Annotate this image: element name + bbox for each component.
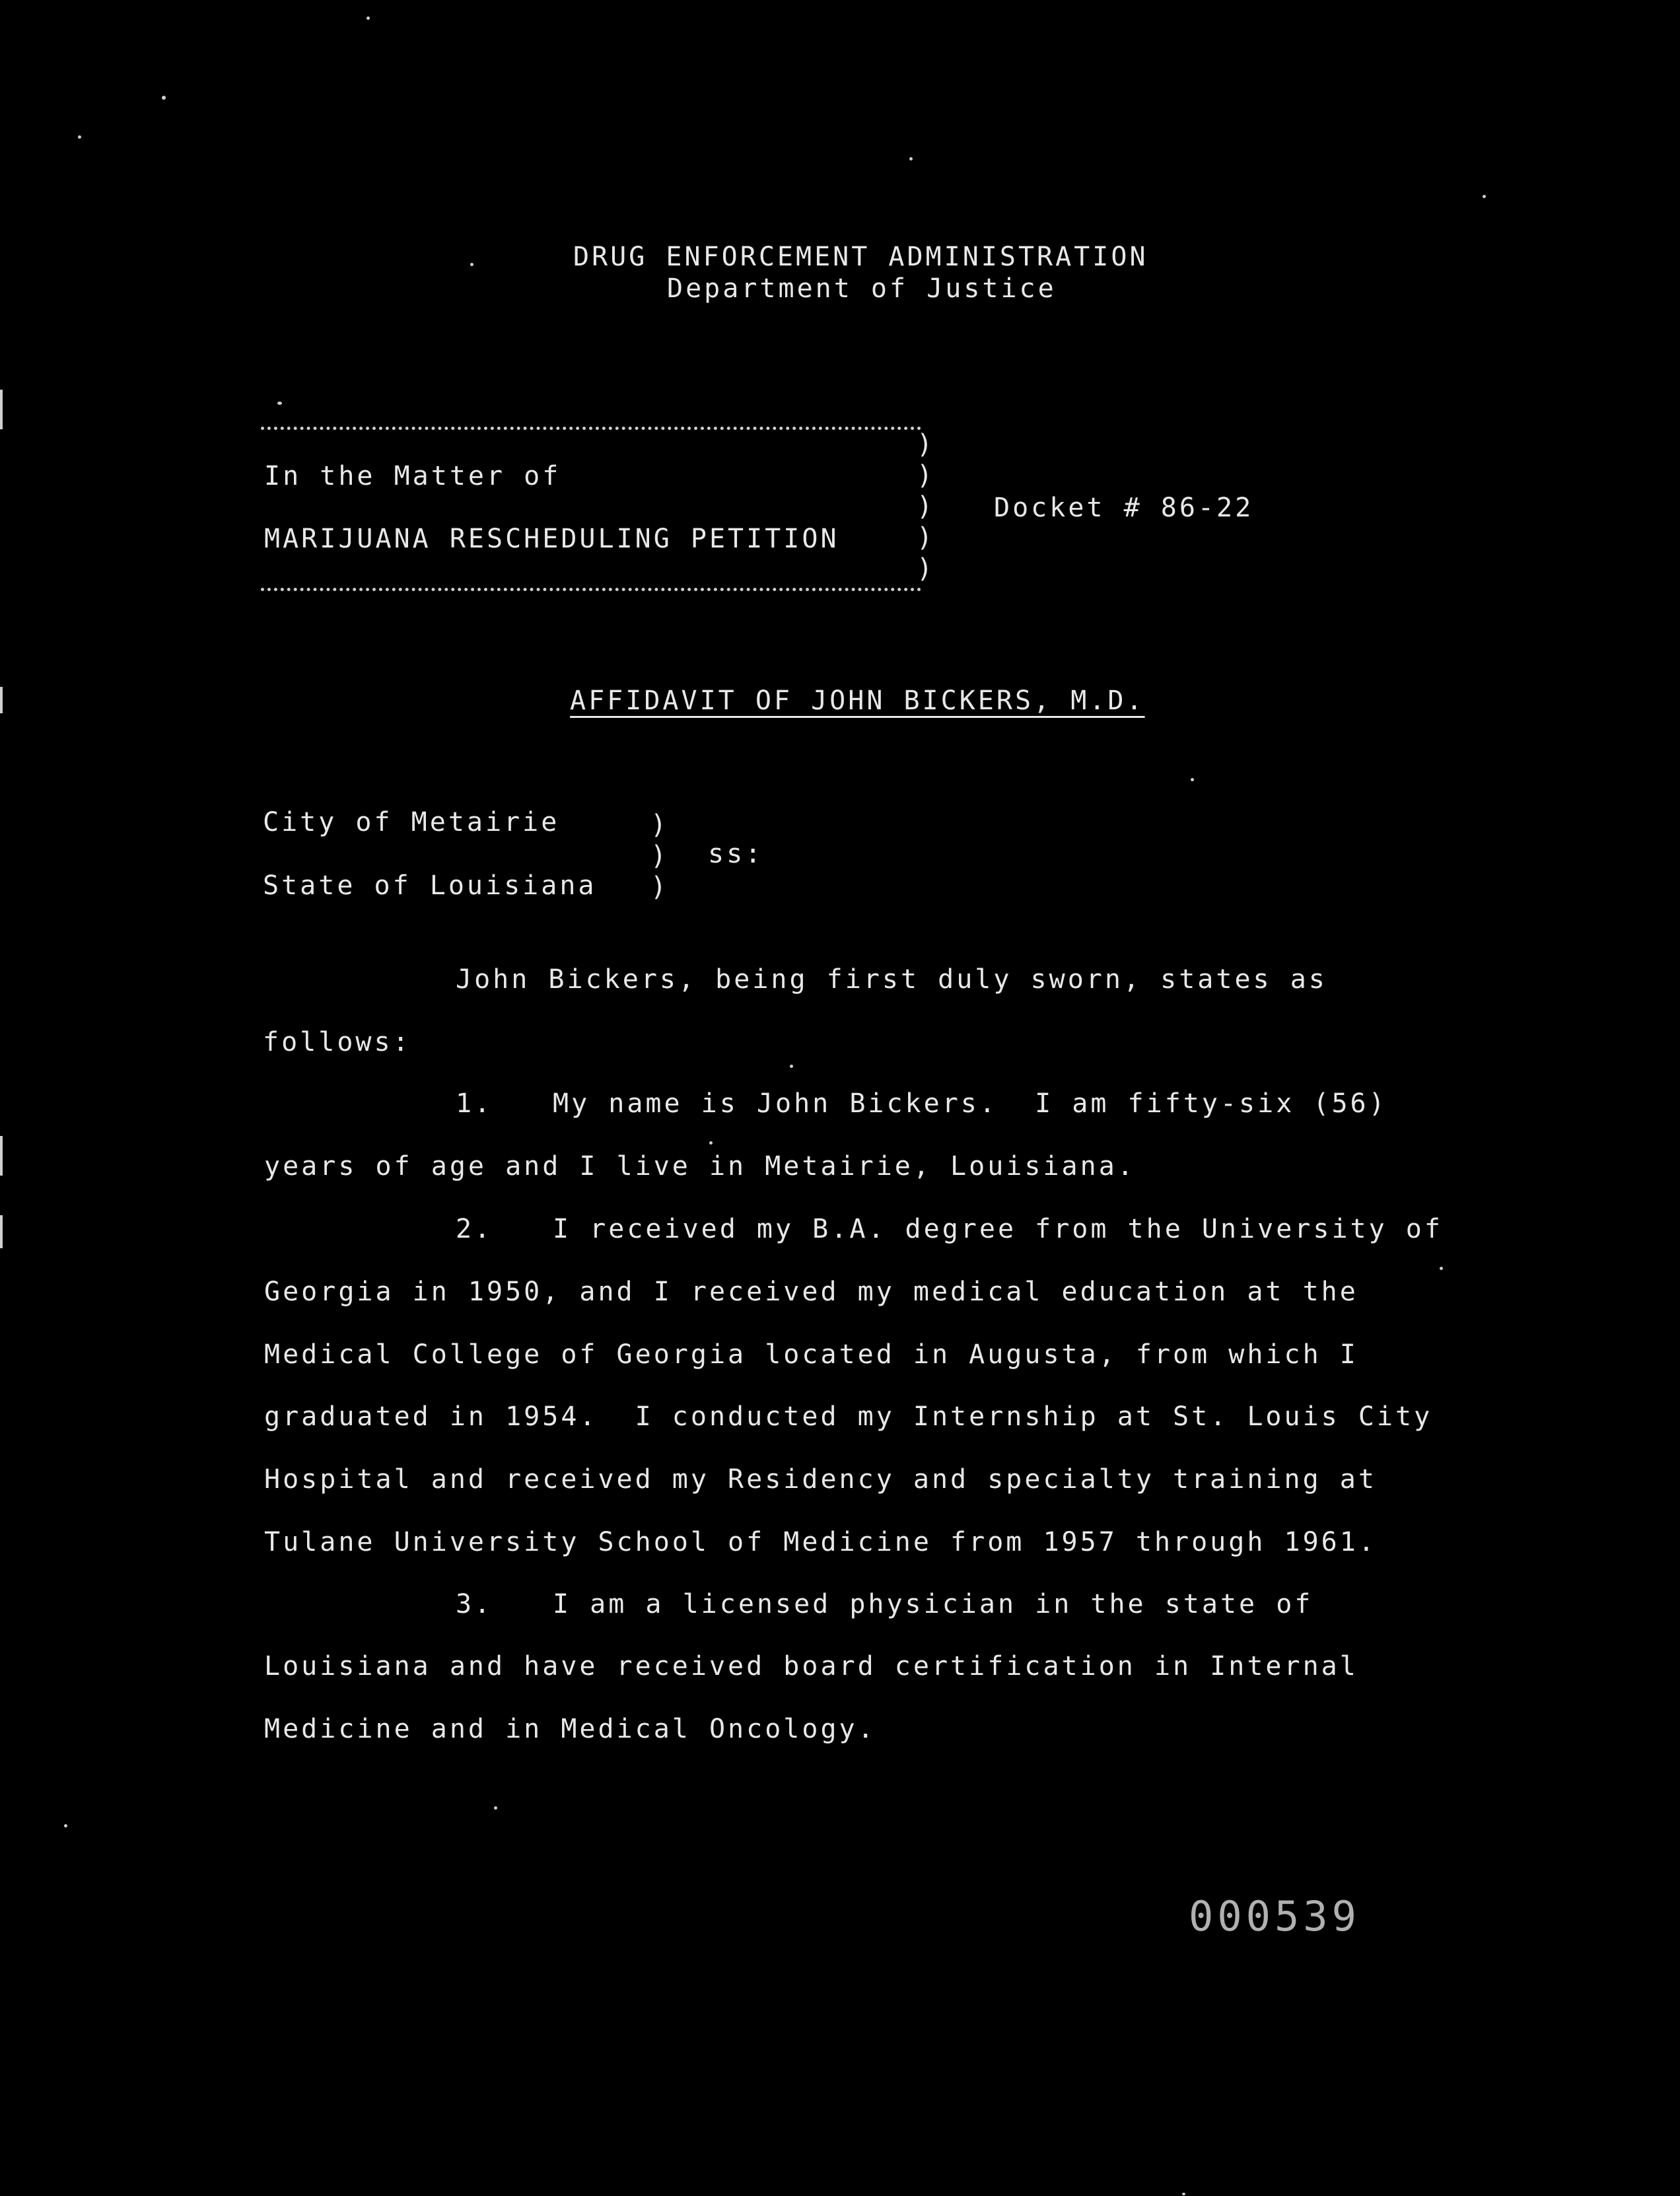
venue-parens: ) ) ) bbox=[650, 810, 670, 902]
paragraph-2-number: 2. bbox=[456, 1214, 493, 1244]
scan-speck bbox=[64, 1824, 67, 1827]
caption-parens: ) ) ) ) ) bbox=[917, 429, 936, 584]
docket-number: Docket # 86-22 bbox=[994, 493, 1254, 523]
scan-speck bbox=[909, 157, 913, 160]
scan-speck bbox=[162, 96, 166, 100]
scan-speck bbox=[790, 1065, 793, 1068]
caption-top-rule bbox=[261, 427, 921, 430]
paragraph-3-number: 3. bbox=[456, 1589, 493, 1619]
paragraph-2-line-2: Georgia in 1950, and I received my medical education at the bbox=[264, 1277, 1358, 1307]
paragraph-2-line-6: Tulane University School of Medicine from 1957 through 1961. bbox=[264, 1527, 1377, 1557]
agency-title: DRUG ENFORCEMENT ADMINISTRATION bbox=[573, 242, 1148, 272]
edge-mark bbox=[0, 1136, 3, 1176]
scan-speck bbox=[494, 1806, 497, 1810]
affidavit-title: AFFIDAVIT OF JOHN BICKERS, M.D. bbox=[570, 686, 1145, 716]
scan-speck bbox=[277, 402, 282, 405]
scan-speck bbox=[367, 17, 370, 20]
scan-speck bbox=[1483, 195, 1486, 198]
venue-city: City of Metairie bbox=[263, 807, 560, 837]
paragraph-2-line-5: Hospital and received my Residency and specialty training at bbox=[264, 1464, 1377, 1495]
caption-matter-line: In the Matter of bbox=[264, 461, 561, 491]
paragraph-3-line-1: I am a licensed physician in the state of bbox=[553, 1589, 1313, 1619]
scan-speck bbox=[1440, 1267, 1443, 1270]
edge-mark bbox=[0, 390, 3, 429]
scan-speck bbox=[470, 263, 473, 266]
edge-mark bbox=[0, 687, 3, 713]
paragraph-2-line-4: graduated in 1954. I conducted my Internship at St. Louis City bbox=[264, 1401, 1433, 1432]
scan-speck bbox=[78, 135, 81, 139]
paragraph-3-line-3: Medicine and in Medical Oncology. bbox=[264, 1714, 876, 1744]
paragraph-2-line-1: I received my B.A. degree from the University of bbox=[553, 1214, 1443, 1244]
caption-petition-line: MARIJUANA RESCHEDULING PETITION bbox=[264, 524, 839, 554]
intro-line-1: John Bickers, being first duly sworn, states as bbox=[456, 964, 1327, 995]
scan-speck bbox=[709, 1141, 713, 1145]
scan-speck bbox=[1191, 778, 1194, 781]
paragraph-1-line-1: My name is John Bickers. I am fifty-six (56) bbox=[553, 1088, 1387, 1119]
paragraph-2-line-3: Medical College of Georgia located in Augusta, from which I bbox=[264, 1339, 1358, 1370]
paragraph-1-number: 1. bbox=[456, 1088, 493, 1119]
venue-ss: ss: bbox=[708, 839, 764, 869]
department-title: Department of Justice bbox=[667, 273, 1057, 304]
scan-speck bbox=[1182, 2193, 1185, 2195]
bates-number: 000539 bbox=[1189, 1892, 1360, 1940]
caption-bottom-rule bbox=[261, 588, 921, 591]
venue-state: State of Louisiana bbox=[263, 870, 597, 901]
edge-mark bbox=[0, 1215, 3, 1248]
intro-line-2: follows: bbox=[263, 1027, 411, 1057]
paragraph-3-line-2: Louisiana and have received board certification in Internal bbox=[264, 1651, 1358, 1682]
paragraph-1-line-2: years of age and I live in Metairie, Louisiana. bbox=[264, 1151, 1136, 1182]
